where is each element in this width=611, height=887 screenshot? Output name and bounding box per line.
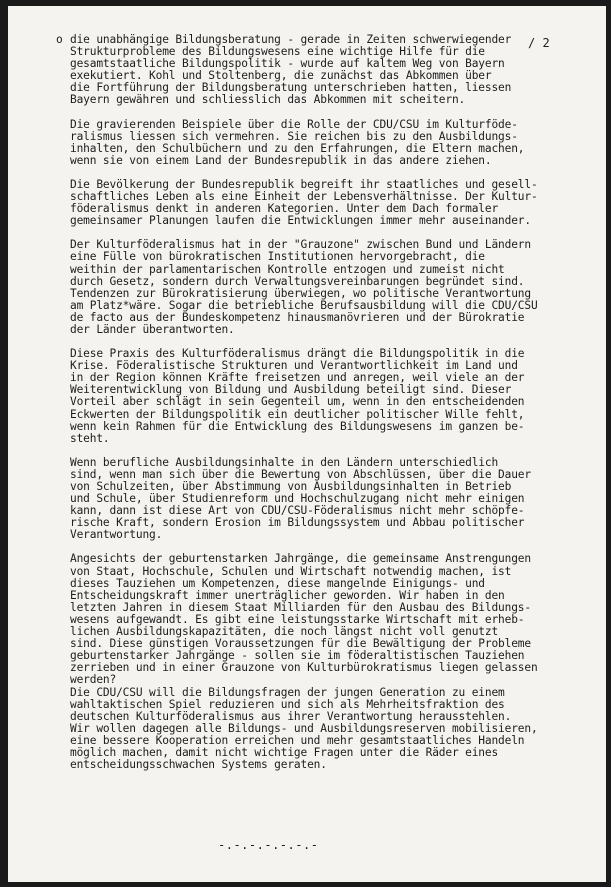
text-line: Wenn berufliche Ausbildungsinhalte in den Ländern unterschiedlich — [70, 455, 499, 469]
text-line: exekutiert. Kohl und Stoltenberg, die zunächst das Abkommen über — [70, 69, 492, 83]
text-line: steht. — [70, 431, 110, 445]
text-line: von Schulzeiten, über Abstimmung von Ausbildungsinhalten in Betrieb — [70, 480, 512, 493]
text-line: Eckwerten der Bildungspolitik ein deutlicher politischer Wille fehlt, — [70, 407, 525, 421]
end-mark: -.-.-.-.-.-.- — [218, 838, 319, 852]
paragraph — [70, 553, 570, 686]
text-line: sind, wenn man sich über die Bewertung von Abschlüssen, über die Dauer — [70, 467, 531, 481]
text-line: und Schule, über Studienreform und Hochschulzugang nicht mehr einigen — [70, 492, 525, 506]
text-line: rische Kraft, sondern Erosion im Bildungssystem und Abbau politischer — [70, 516, 525, 530]
text-line: Angesichts der geburtenstarken Jahrgänge, die gemeinsame Anstrengungen — [70, 552, 531, 566]
paragraph — [70, 239, 570, 336]
paragraph — [56, 33, 570, 107]
document-body — [56, 33, 570, 783]
text-line: durch Gesetz, sondern durch Verwaltungsvereinbarungen begründet sind. — [70, 274, 525, 288]
document-page — [8, 6, 606, 882]
text-line: gesamtstaatliche Bildungspolitik - wurde auf kaltem Weg von Bayern — [70, 57, 505, 71]
text-line: gemeinsamer Planungen laufen die Entwicklungen immer mehr auseinander. — [70, 214, 531, 228]
bullet-marker: o — [56, 33, 63, 46]
text-line: sind. Diese günstigen Voraussetzungen für die Bewältigung der Probleme — [70, 637, 531, 651]
text-line: Krise. Föderalistische Strukturen und Verantwortlichkeit im Land und — [70, 359, 518, 373]
text-line: Der Kulturföderalismus hat in der "Grauzone" zwischen Bund und Ländern — [70, 238, 531, 252]
text-line: Weiterentwicklung von Bildung und Ausbildung beteiligt sind. Dieser — [70, 383, 512, 397]
text-line: zerrieben und in einer Grauzone von Kulturbürokratismus liegen gelassen — [70, 661, 538, 675]
text-line: am Platz*wäre. Sogar die betriebliche Berufsausbildung will die CDU/CSU — [70, 298, 538, 312]
text-line: Die gravierenden Beispiele über die Rolle der CDU/CSU im Kulturföde- — [70, 117, 518, 131]
text-line: wenn sie von einem Land der Bundesrepublik in das andere ziehen. — [70, 153, 492, 167]
text-line: Die CDU/CSU will die Bildungsfragen der jungen Generation zu einem — [70, 685, 505, 699]
text-line: kann, dann ist diese Art von CDU/CSU-Föderalismus nicht mehr schöpfe- — [70, 504, 525, 518]
paragraph — [70, 179, 570, 227]
text-line: von Staat, Hochschule, Schulen und Wirtschaft notwendig machen, ist — [70, 564, 512, 578]
paragraph — [70, 119, 570, 167]
text-line: Diese Praxis des Kulturföderalismus drängt die Bildungspolitik in die — [70, 347, 525, 361]
text-line: lichen Ausbildungskapazitäten, die noch längst nicht voll genutzt — [70, 625, 499, 639]
text-line: Bayern gewähren und schliesslich das Abkommen mit scheitern. — [70, 93, 466, 107]
text-line: werden? — [70, 673, 117, 687]
text-line: möglich machen, damit nicht wichtige Fragen unter die Räder eines — [70, 745, 499, 759]
text-line: dieses Tauziehen um Kompetenzen, diese mangelnde Einigungs- und — [70, 576, 485, 590]
text-line: inhalten, den Schulbüchern und zu den Erfahrungen, die Eltern machen, — [70, 141, 525, 155]
text-line: weithin der parlamentarischen Kontrolle entzogen und zumeist nicht — [70, 262, 505, 276]
text-line: wahltaktischen Spiel reduzieren und sich als Mehrheitsfraktion des — [70, 697, 505, 711]
text-line: Verantwortung. — [70, 528, 163, 542]
text-line: schaftliches Leben als eine Einheit der Lebensverhältnisse. Der Kultur- — [70, 190, 538, 204]
text-line: Tendenzen zur Bürokratisierung überwiegen, wo politische Verantwortung — [70, 286, 531, 300]
paragraph — [70, 348, 570, 445]
text-line: wenn kein Rahmen für die Entwicklung des Bildungswesens im ganzen be- — [70, 419, 525, 433]
text-line: eine Fülle von bürokratischen Institutionen hervorgebracht, die — [70, 250, 485, 264]
text-line: föderalismus denkt in anderen Kategorien. Unter dem Dach formaler — [70, 202, 499, 216]
paragraph — [70, 457, 570, 542]
text-line: wesens aufgewandt. Es gibt eine leistungsstarke Wirtschaft mit erheb- — [70, 612, 525, 626]
text-line: Wir wollen dagegen alle Bildungs- und Ausbildungsreserven mobilisieren, — [70, 721, 538, 735]
text-line: die Fortführung der Bildungsberatung unterschrieben hatten, liessen — [70, 81, 512, 95]
text-line: Entscheidungskraft immer unerträglicher geworden. Wir haben in den — [70, 588, 505, 602]
text-line: ralismus liessen sich vermehren. Sie reichen bis zu den Ausbildungs- — [70, 129, 518, 143]
paragraph — [70, 687, 570, 772]
text-line: die unabhängige Bildungsberatung - gerade in Zeiten schwerwiegender — [70, 33, 512, 46]
text-line: der Länder überantworten. — [70, 322, 235, 336]
text-line: Strukturprobleme des Bildungswesens eine wichtige Hilfe für die — [70, 45, 485, 59]
text-line: in der Region können Kräfte freisetzen und anregen, weil viele an der — [70, 371, 525, 385]
text-line: Vorteil aber schlägt in sein Gegenteil um, wenn in den entscheidenden — [70, 395, 525, 409]
text-line: Die Bevölkerung der Bundesrepublik begreift ihr staatliches und gesell- — [70, 177, 538, 191]
text-line: eine bessere Kooperation erreichen und mehr gesamtstaatliches Handeln — [70, 733, 525, 747]
text-line: de facto aus der Bundeskompetenz hinausmanövrieren und der Bürokratie — [70, 310, 525, 324]
text-line: geburtenstarker Jahrgänge - sollen sie im föderaltistischen Tauziehen — [70, 649, 525, 663]
text-line: letzten Jahren in diesem Staat Milliarden für den Ausbau des Bildungs- — [70, 600, 531, 614]
text-line: deutschen Kulturföderalismus aus ihrer Verantwortung herausstehlen. — [70, 709, 512, 723]
page-number: / 2 — [528, 36, 550, 50]
text-line: entscheidungsschwachen Systems geraten. — [70, 758, 327, 772]
